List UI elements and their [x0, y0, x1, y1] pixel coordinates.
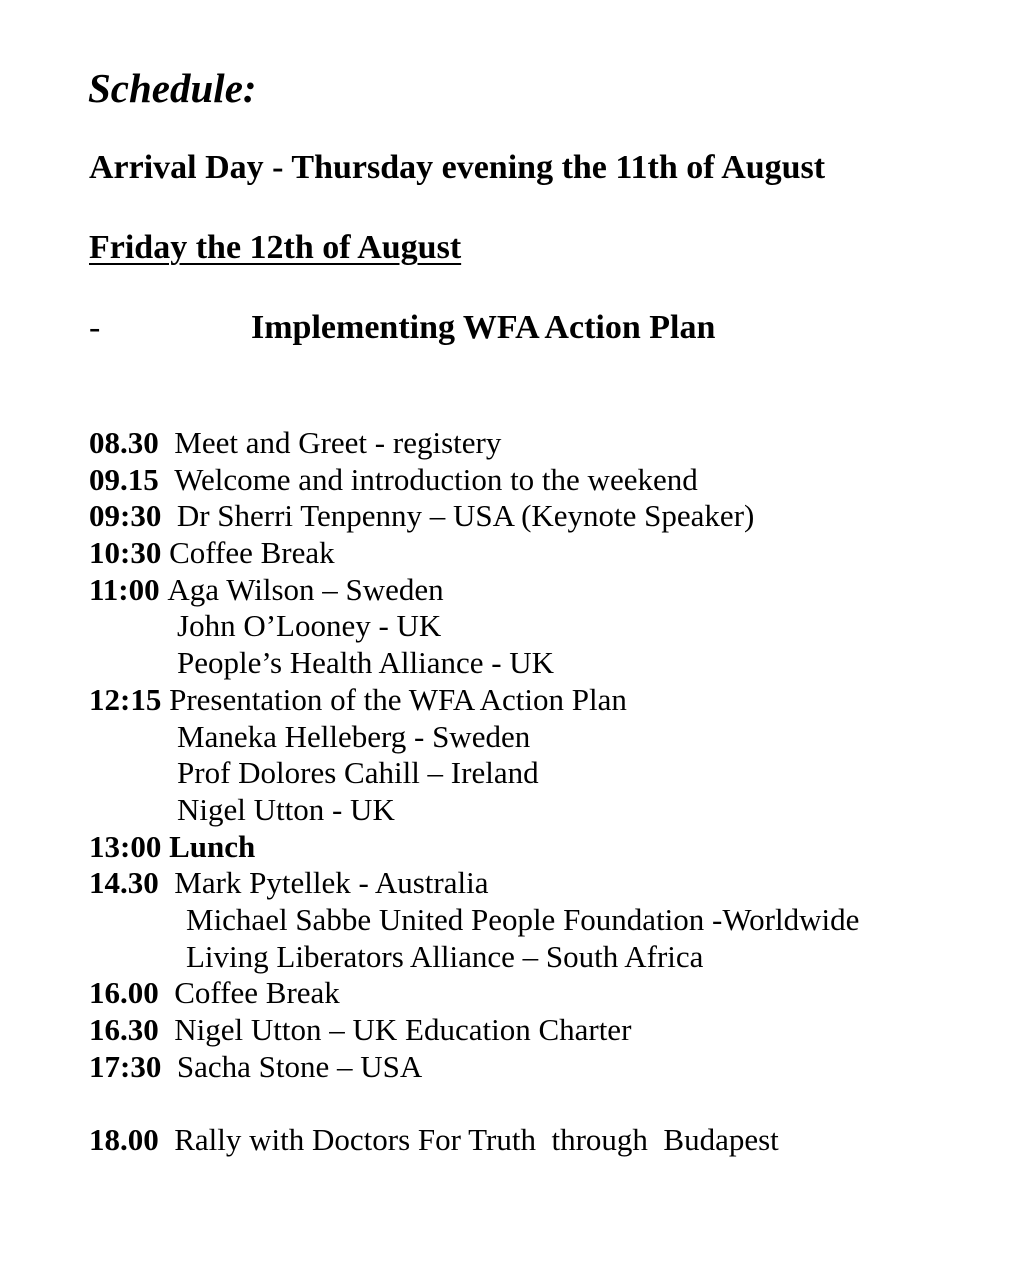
schedule-time: 18.00 [89, 1122, 159, 1158]
schedule-desc: Michael Sabbe United People Foundation -Worldwide [186, 901, 860, 937]
schedule-desc: Nigel Utton - UK [177, 791, 395, 827]
schedule-desc: People’s Health Alliance - UK [177, 645, 555, 681]
schedule-item-continuation [89, 608, 1009, 645]
schedule-desc: Mark Pytellek - Australia [174, 865, 489, 901]
schedule-item [89, 682, 1009, 719]
schedule-item-continuation [89, 645, 1009, 682]
schedule-list [89, 425, 1009, 1159]
schedule-item-continuation [89, 792, 1009, 829]
schedule-item [89, 1122, 1009, 1159]
schedule-item [89, 1012, 1009, 1049]
schedule-desc: Maneka Helleberg - Sweden [177, 718, 531, 754]
schedule-time: 17:30 [89, 1048, 162, 1084]
blank-line [89, 1085, 1009, 1122]
theme-heading: Implementing WFA Action Plan [251, 309, 716, 346]
schedule-time: 09:30 [89, 498, 162, 534]
schedule-time: 11:00 [89, 571, 160, 607]
schedule-item [89, 865, 1009, 902]
schedule-desc: Aga Wilson – Sweden [167, 571, 444, 607]
schedule-time: 08.30 [89, 425, 159, 460]
schedule-desc: Coffee Break [169, 535, 335, 571]
friday-heading: Friday the 12th of August [89, 229, 462, 266]
schedule-desc: Coffee Break [174, 975, 340, 1011]
schedule-desc: Dr Sherri Tenpenny – USA (Keynote Speaker) [176, 498, 755, 534]
schedule-item [89, 1049, 1009, 1086]
schedule-item [89, 975, 1009, 1012]
schedule-desc: Living Liberators Alliance – South Africa [186, 938, 704, 974]
schedule-desc: Welcome and introduction to the weekend [174, 461, 698, 497]
schedule-item [89, 425, 1009, 462]
schedule-item [89, 462, 1009, 499]
schedule-item [89, 535, 1009, 572]
schedule-desc: John O’Looney - UK [177, 608, 442, 644]
schedule-desc: Lunch [169, 828, 256, 864]
schedule-item-continuation [89, 719, 1009, 756]
schedule-item [89, 498, 1009, 535]
schedule-time: 16.30 [89, 1012, 159, 1047]
arrival-day-heading: Arrival Day - Thursday evening the 11th of August [89, 149, 826, 186]
schedule-desc: Nigel Utton – UK Education Charter [174, 1012, 632, 1047]
schedule-time: 12:15 [89, 681, 162, 717]
schedule-time: 14.30 [89, 865, 159, 901]
schedule-time: 09.15 [89, 461, 159, 497]
schedule-item [89, 572, 1009, 609]
schedule-item [89, 829, 1009, 866]
schedule-item-continuation [89, 939, 1009, 976]
schedule-desc: Presentation of the WFA Action Plan [169, 681, 627, 717]
schedule-title: Schedule: [88, 65, 257, 111]
schedule-desc: Prof Dolores Cahill – Ireland [177, 755, 539, 791]
schedule-desc: Rally with Doctors For Truth through Budapest [174, 1122, 779, 1158]
schedule-item-continuation [89, 902, 1009, 939]
schedule-time: 10:30 [89, 535, 162, 571]
schedule-time: 16.00 [89, 975, 159, 1011]
schedule-time: 13:00 [89, 828, 162, 864]
schedule-desc: Meet and Greet - registery [174, 425, 502, 460]
schedule-desc: Sacha Stone – USA [176, 1048, 423, 1084]
theme-dash: - [89, 309, 101, 346]
schedule-item-continuation [89, 755, 1009, 792]
